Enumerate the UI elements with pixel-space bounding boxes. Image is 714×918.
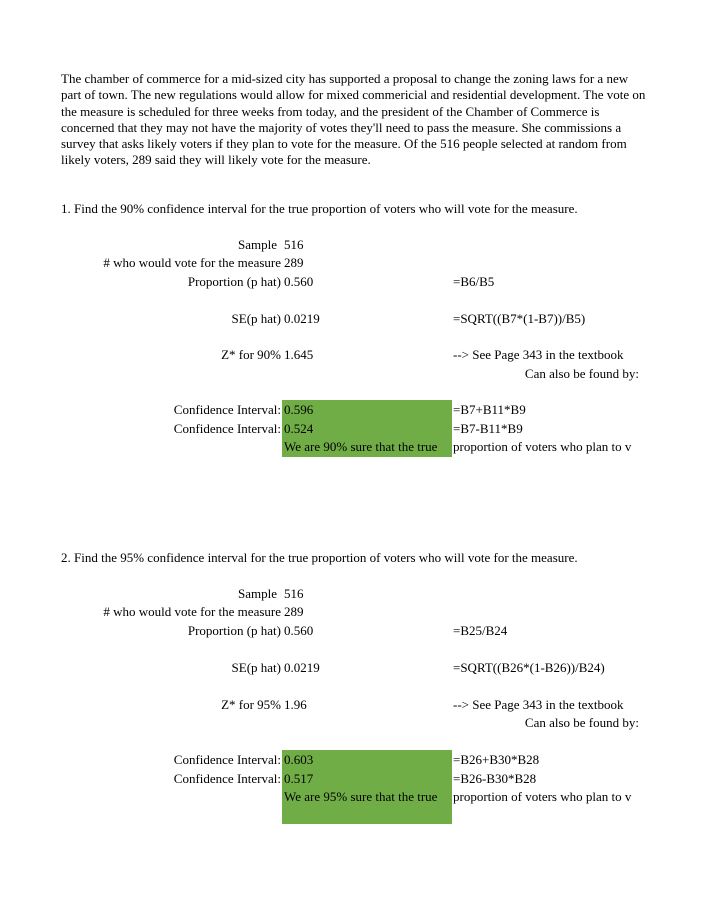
q1-prop-formula: =B6/B5 xyxy=(453,274,495,289)
q1-ci-lower-value: 0.524 xyxy=(284,421,314,436)
q2-ci-upper-formula: =B26+B30*B28 xyxy=(453,752,540,767)
q1-z-note: --> See Page 343 in the textbook xyxy=(453,347,624,362)
q1-prop-value: 0.560 xyxy=(284,274,314,289)
q2-prop-value: 0.560 xyxy=(284,623,314,638)
q1-conclusion-a: We are 90% sure that the true xyxy=(284,439,438,454)
q2-conclusion-a: We are 95% sure that the true xyxy=(284,789,438,804)
q1-se-formula: =SQRT((B7*(1-B7))/B5) xyxy=(453,311,586,326)
q2-ci-lower-label: Confidence Interval: xyxy=(173,771,281,786)
q2-sample-label: Sample xyxy=(238,586,277,601)
q1-ci-upper-formula: =B7+B11*B9 xyxy=(453,402,526,417)
q2-z-note: --> See Page 343 in the textbook xyxy=(453,697,624,712)
q1-z-label: Z* for 90% xyxy=(221,347,281,362)
q1-count-label: # who would vote for the measure xyxy=(103,255,281,270)
q2-conclusion-b: proportion of voters who plan to v xyxy=(453,789,632,804)
q1-count-value: 289 xyxy=(284,255,304,270)
q2-z-label: Z* for 95% xyxy=(221,697,281,712)
q1-z-value: 1.645 xyxy=(284,347,314,362)
q2-question: 2. Find the 95% confidence interval for the true proportion of voters who will vote for the measure. xyxy=(61,550,578,565)
q2-se-formula: =SQRT((B26*(1-B26))/B24) xyxy=(453,660,605,675)
q1-sample-label: Sample xyxy=(238,237,277,252)
q2-ci-lower-formula: =B26-B30*B28 xyxy=(453,771,537,786)
q2-count-label: # who would vote for the measure xyxy=(103,604,281,619)
q2-z-value: 1.96 xyxy=(284,697,307,712)
q1-se-value: 0.0219 xyxy=(284,311,320,326)
q2-prop-formula: =B25/B24 xyxy=(453,623,508,638)
q2-z-note2: Can also be found by: xyxy=(524,715,639,730)
q1-question: 1. Find the 90% confidence interval for the true proportion of voters who will vote for the measure. xyxy=(61,201,578,216)
q1-ci-upper-label: Confidence Interval: xyxy=(173,402,281,417)
q1-ci-lower-label: Confidence Interval: xyxy=(173,421,281,436)
q1-ci-lower-formula: =B7-B11*B9 xyxy=(453,421,523,436)
q2-ci-upper-value: 0.603 xyxy=(284,752,314,767)
intro-paragraph: The chamber of commerce for a mid-sized city has supported a proposal to change the zoning laws for a new part of town. The new regulations would allow for mixed commericial and residential development. The vote on the measure is scheduled for three weeks from today, and the president of the Chamber of Commerce is concerned that they may not have the majority of votes they'll need to pass the measure. She commissions a survey that asks likely voters if they plan to vote for the measure. Of the 516 people selected at random from likely voters, 289 said they will likely vote for the measure. xyxy=(61,71,646,168)
q2-sample-value: 516 xyxy=(284,586,304,601)
q2-prop-label: Proportion (p hat) xyxy=(187,623,281,638)
q1-prop-label: Proportion (p hat) xyxy=(187,274,281,289)
q2-se-value: 0.0219 xyxy=(284,660,320,675)
q1-ci-upper-value: 0.596 xyxy=(284,402,314,417)
q1-conclusion-b: proportion of voters who plan to v xyxy=(453,439,632,454)
q2-ci-lower-value: 0.517 xyxy=(284,771,314,786)
q2-count-value: 289 xyxy=(284,604,304,619)
q2-se-label: SE(p hat) xyxy=(231,660,281,675)
q2-ci-upper-label: Confidence Interval: xyxy=(173,752,281,767)
q1-z-note2: Can also be found by: xyxy=(524,366,639,381)
q1-sample-value: 516 xyxy=(284,237,304,252)
q1-se-label: SE(p hat) xyxy=(231,311,281,326)
